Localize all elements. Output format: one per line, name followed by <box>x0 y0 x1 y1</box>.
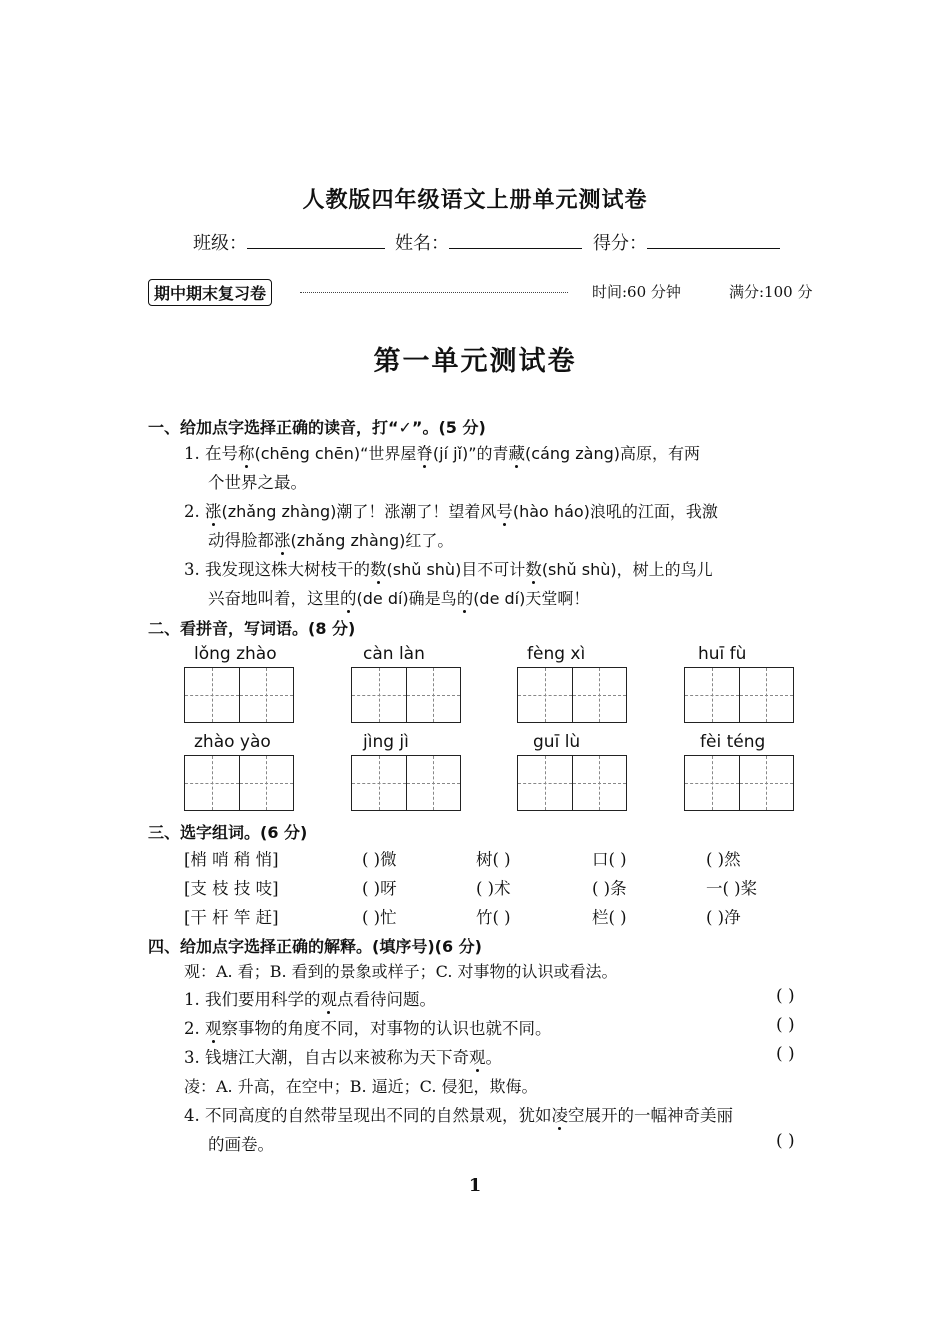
blank-item[interactable]: ( )呀 <box>362 879 397 898</box>
blank-item[interactable]: 一( )桨 <box>706 879 758 898</box>
score-label: 得分： <box>593 233 647 254</box>
full-score: 满分:100 分 <box>729 283 813 301</box>
pinyin-label: huī fù <box>698 644 747 664</box>
s1-question-2-cont: 动得脸都涨(zhǎng zhàng)红了。 <box>208 531 454 550</box>
writing-grid[interactable] <box>184 667 294 723</box>
char-choices: [支 枝 技 吱] <box>184 879 279 898</box>
blank-item[interactable]: 树( ) <box>476 850 511 869</box>
dotted-char: 观 <box>205 1019 222 1038</box>
grid-cell[interactable] <box>518 668 572 722</box>
name-blank <box>449 232 582 249</box>
pinyin-label: lǒng zhào <box>194 644 277 664</box>
pinyin-label: jìng jì <box>363 732 409 752</box>
name-field <box>395 229 582 255</box>
blank-item[interactable]: ( )微 <box>362 850 397 869</box>
blank-item[interactable]: 竹( ) <box>476 908 511 927</box>
s1-question-2: 2. 涨(zhǎng zhàng)潮了！涨潮了！望着风号(hào háo)浪吼的江面，我激 <box>184 502 718 521</box>
grid-cell[interactable] <box>685 668 739 722</box>
dotted-char: 脊 <box>416 444 433 463</box>
writing-grid[interactable] <box>184 755 294 811</box>
pinyin-label: fèng xì <box>527 644 586 664</box>
writing-grid[interactable] <box>517 755 627 811</box>
dotted-char: 数 <box>370 560 387 579</box>
dotted-char: 凌 <box>551 1106 568 1125</box>
s1-question-3-cont: 兴奋地叫着，这里的(de dí)确是鸟的(de dí)天堂啊！ <box>208 589 590 608</box>
definition-ling: 凌：A. 升高，在空中；B. 逼近；C. 侵犯，欺侮。 <box>184 1077 538 1096</box>
dotted-char: 的 <box>340 589 357 608</box>
exam-title: 人教版四年级语文上册单元测试卷 <box>302 187 648 213</box>
definition-guan: 观：A. 看；B. 看到的景象或样子；C. 对事物的认识或看法。 <box>184 962 618 981</box>
answer-blank[interactable]: ( ) <box>776 1015 795 1035</box>
name-label: 姓名： <box>395 233 449 254</box>
dotted-divider <box>300 292 568 293</box>
grid-cell[interactable] <box>572 756 627 810</box>
s4-question-2: 2. 观察事物的角度不同，对事物的认识也就不同。 <box>184 1019 552 1038</box>
writing-grid[interactable] <box>684 755 794 811</box>
s4-question-1: 1. 我们要用科学的观点看待问题。 <box>184 990 436 1009</box>
pinyin-label: càn làn <box>363 644 425 664</box>
answer-blank[interactable]: ( ) <box>776 1131 795 1151</box>
answer-blank[interactable]: ( ) <box>776 1044 795 1064</box>
dotted-char: 观 <box>469 1048 486 1067</box>
blank-item[interactable]: ( )条 <box>592 879 627 898</box>
class-label: 班级： <box>193 233 247 254</box>
grid-cell[interactable] <box>185 668 239 722</box>
writing-grid[interactable] <box>684 667 794 723</box>
dotted-char: 数 <box>525 560 542 579</box>
dotted-char: 称 <box>238 444 255 463</box>
dotted-char: 观 <box>320 990 337 1009</box>
s4-question-4: 4. 不同高度的自然带呈现出不同的自然景观，犹如凌空展开的一幅神奇美丽 <box>184 1106 733 1125</box>
blank-item[interactable]: ( )然 <box>706 850 741 869</box>
page-number: 1 <box>468 1175 482 1196</box>
blank-item[interactable]: ( )净 <box>706 908 741 927</box>
grid-cell[interactable] <box>685 756 739 810</box>
review-tag: 期中期末复习卷 <box>148 279 272 306</box>
pinyin-label: zhào yào <box>194 732 271 752</box>
blank-item[interactable]: 栏( ) <box>592 908 627 927</box>
blank-item[interactable]: ( )忙 <box>362 908 397 927</box>
section-3-title: 三、选字组词。(6 分) <box>148 823 308 842</box>
dotted-char: 涨 <box>274 531 291 550</box>
char-choices: [干 杆 竿 赶] <box>184 908 279 927</box>
grid-cell[interactable] <box>739 668 794 722</box>
grid-cell[interactable] <box>239 756 294 810</box>
time-limit: 时间:60 分钟 <box>592 283 681 301</box>
unit-title: 第一单元测试卷 <box>373 346 577 377</box>
section-1-title: 一、给加点字选择正确的读音，打“✓”。(5 分) <box>148 418 486 437</box>
grid-cell[interactable] <box>352 756 406 810</box>
grid-cell[interactable] <box>352 668 406 722</box>
grid-cell[interactable] <box>572 668 627 722</box>
s4-question-3: 3. 钱塘江大潮，自古以来被称为天下奇观。 <box>184 1048 502 1067</box>
class-blank <box>247 232 385 249</box>
writing-grid[interactable] <box>517 667 627 723</box>
s4-question-4-cont: 的画卷。 <box>208 1135 274 1154</box>
grid-cell[interactable] <box>406 756 461 810</box>
grid-cell[interactable] <box>518 756 572 810</box>
answer-blank[interactable]: ( ) <box>776 986 795 1006</box>
section-4-title: 四、给加点字选择正确的解释。(填序号)(6 分) <box>148 937 482 956</box>
blank-item[interactable]: ( )术 <box>476 879 511 898</box>
dotted-char: 号 <box>496 502 513 521</box>
char-choices: [梢 哨 稍 悄] <box>184 850 279 869</box>
dotted-char: 藏 <box>508 444 526 463</box>
grid-cell[interactable] <box>239 668 294 722</box>
grid-cell[interactable] <box>185 756 239 810</box>
dotted-char: 涨 <box>205 502 222 521</box>
grid-cell[interactable] <box>739 756 794 810</box>
class-field <box>193 229 385 255</box>
score-blank <box>647 232 780 249</box>
pinyin-label: guī lù <box>533 732 581 752</box>
writing-grid[interactable] <box>351 667 461 723</box>
s1-question-1-cont: 个世界之最。 <box>208 473 307 492</box>
s1-question-3: 3. 我发现这株大树枝干的数(shǔ shù)目不可计数(shǔ shù)，树上的鸟儿 <box>184 560 713 579</box>
writing-grid[interactable] <box>351 755 461 811</box>
blank-item[interactable]: 口( ) <box>592 850 627 869</box>
s1-question-1: 1. 在号称(chēng chēn)“世界屋脊(jí jǐ)”的青藏(cáng zàng)高原，有两 <box>184 444 701 463</box>
dotted-char: 的 <box>456 589 474 608</box>
section-2-title: 二、看拼音，写词语。(8 分) <box>148 619 356 638</box>
score-field <box>593 229 780 255</box>
pinyin-label: fèi téng <box>700 732 766 752</box>
grid-cell[interactable] <box>406 668 461 722</box>
